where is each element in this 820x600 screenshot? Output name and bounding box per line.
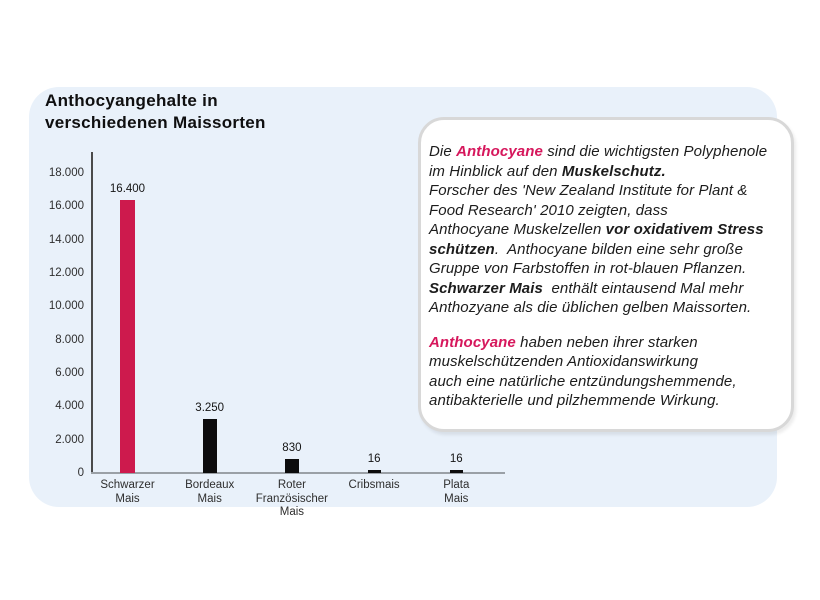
chart-bar [285, 459, 299, 473]
text-segment: Schwarzer Mais [429, 279, 543, 297]
text-segment: muskelschützenden Antioxidanswirkung [429, 353, 699, 370]
text-segment: auch eine natürliche entzündungshemmende, [429, 372, 737, 390]
bar-value-label: 16 [449, 453, 463, 465]
text-segment: im Hinblick auf den [429, 162, 562, 180]
text-segment: sind die wichtigsten Polyphenole [542, 143, 768, 160]
info-box [418, 117, 794, 432]
highlighted-term: Anthocyane [456, 143, 543, 160]
y-axis-line [91, 152, 93, 474]
info-text-line [429, 298, 783, 318]
info-text-line [429, 220, 783, 240]
text-segment: Food Research' 2010 zeigten, dass [429, 201, 668, 219]
y-tick-label: 6.000 [55, 367, 84, 379]
info-text-line [429, 201, 783, 221]
x-category-label-line: Schwarzer [100, 479, 155, 491]
x-category-label-line: Cribsmais [348, 479, 400, 491]
info-text-line [429, 372, 783, 392]
text-segment: Gruppe von Farbstoffen in rot-blauen Pflanzen. [429, 260, 747, 277]
text-segment: Anthocyane Muskelzellen [429, 221, 606, 238]
text-segment: Anthozyane als die üblichen gelben Maissorten. [429, 299, 752, 316]
highlighted-term: Anthocyane [429, 333, 516, 351]
chart-title [45, 90, 266, 134]
y-tick-label: 4.000 [55, 400, 84, 412]
text-segment: . Anthocyane bilden eine sehr große [494, 240, 744, 258]
y-tick-label: 16.000 [48, 200, 84, 212]
bar-value-label: 16 [367, 453, 381, 465]
bar-value-label: 16.400 [109, 183, 146, 195]
x-category-label-line: Mais [279, 506, 305, 518]
x-category-label-line: Roter [277, 479, 306, 491]
x-category-label-line: Französischer [255, 492, 328, 505]
info-text-line [429, 391, 783, 411]
y-tick-label: 14.000 [48, 234, 84, 246]
y-tick-label: 18.000 [48, 167, 84, 179]
x-category-label-line: Mais [197, 492, 222, 505]
info-text-line [429, 142, 783, 162]
text-segment: haben neben ihrer starken [515, 333, 698, 351]
info-paragraph [429, 333, 783, 411]
text-segment: antibakterielle und pilzhemmende Wirkung. [429, 392, 720, 409]
info-paragraph [429, 142, 783, 318]
x-category-label-line: Mais [115, 492, 140, 505]
text-segment: Muskelschutz. [561, 162, 666, 180]
info-text-line [429, 259, 783, 279]
y-tick-label: 0 [77, 467, 84, 479]
text-segment: enthält eintausend Mal mehr [542, 279, 744, 297]
text-segment: schützen [429, 240, 495, 258]
chart-bar [368, 470, 381, 473]
chart-title-line-1: Anthocyangehalte in [45, 91, 218, 110]
chart-bar [120, 200, 135, 473]
y-tick-label: 12.000 [48, 267, 84, 279]
x-category-label-line: Plata [443, 479, 470, 491]
info-text-line [429, 181, 783, 201]
x-category-label-line: Bordeaux [185, 479, 235, 491]
x-category-label [401, 479, 511, 506]
bar-value-label: 830 [282, 442, 302, 454]
y-tick-label: 2.000 [55, 434, 84, 446]
y-tick-label: 8.000 [55, 334, 84, 346]
info-text-line [429, 240, 783, 260]
info-text-line [429, 279, 783, 299]
text-segment: Die [429, 143, 457, 160]
text-segment: Forscher des 'New Zealand Institute for Plant & [429, 182, 748, 199]
chart-title-line-2: verschiedenen Maissorten [45, 113, 266, 132]
info-box-text [429, 142, 783, 411]
chart-bar [450, 470, 463, 473]
y-tick-label: 10.000 [48, 300, 84, 312]
x-category-label-line: Mais [444, 492, 469, 505]
chart-bar [203, 419, 217, 473]
info-text-line [429, 333, 783, 353]
bar-value-label: 3.250 [195, 402, 225, 414]
text-segment: vor oxidativem Stress [605, 221, 764, 238]
info-text-line [429, 162, 783, 182]
info-text-line [429, 352, 783, 372]
